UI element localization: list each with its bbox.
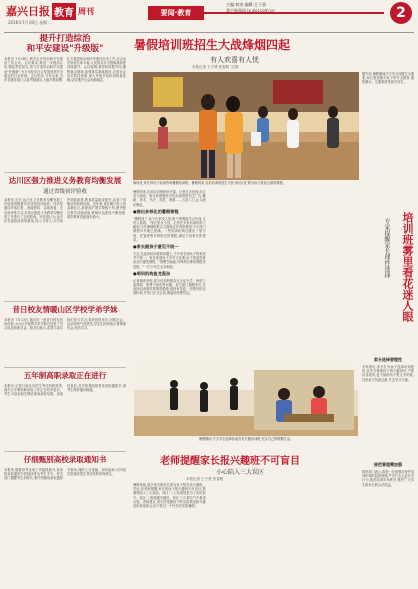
main-photo-illustration [133, 72, 359, 180]
vertical-headline: 培训班雾里看花迷人眼 [401, 212, 414, 322]
right-paragraph: 教育部门表示,将进一步加强对校外培训机构的监督管理,严厉打击无证办学行为,规范培训市场秩序,维护广大学生和家长的合法权益。 [362, 470, 414, 487]
article-comprehensive-governance [4, 34, 126, 169]
article-admission-notice [4, 455, 126, 526]
masthead-logo: 嘉兴日报 [6, 5, 50, 18]
left-column [4, 34, 126, 587]
right-paragraph: 据介绍,暑假期间学生安全问题尤为重要,家长要加强对孩子的安全教育,谨防溺水、交通事故等意外发生。 [362, 72, 414, 85]
right-column-top [362, 72, 414, 212]
second-story-body [133, 483, 359, 585]
article-body: 本报讯 7月13日,通川区一批昔日校友回到母校,为山区学校的学弟学妹们送来了学习用品和助学金。校友们表示,希望学弟学妹们努力学习,将来回报家乡,回报社会。活动现场气氛热烈,学生们纷纷表示要珍惜机会,刻苦学习。 [4, 318, 126, 331]
right-subheading: 家长选择要理性 [374, 357, 402, 362]
article-vocational-admission [4, 371, 126, 448]
right-subheading: 规范管理需加强 [374, 462, 402, 467]
main-photo [133, 72, 359, 180]
header-editor-line: 主编:何涛 编辑:王子贤 [226, 2, 266, 7]
article-title: 五年制高职录取正在进行 [23, 371, 107, 380]
article-dachuan-education [4, 176, 126, 298]
right-paragraph: 专家指出,家长在为孩子选择培训班时,应充分尊重孩子的兴趣爱好,不要盲目跟风,更不能给孩子报太多的班,以免孩子负担过重,失去学习兴趣。 [362, 365, 414, 382]
main-paragraph: "暑假到了,孩子在家没人管,报个班既能学点东西,又有人看着。"家长张女士说。记者在多家培训机构了解到,今年暑期班报名人数较往年有所增加,不少热门课程早早就已报满。一些培训机构还推出了夏令营、托管班等多种形式的课程,满足不同家长的需求。 [133, 216, 206, 242]
article-body: 本报讯 近日,达川区义务教育均衡发展工作接受省级督导评估组初评验收。评估组通过听取汇报、查阅资料、实地查看、走访座谈等方式,对该区推进义务教育均衡发展工作进行了全面检查。评估组认为,达川区党委政府高度重视,投入力度大,办学条件明显改善,教育质量稳步提升,达到了省级初评验收标准。近年来,该区累计投入资金数亿元,新建改扩建学校数十所,配齐配足教学设施设备,教师队伍建设不断加强,城乡教育差距逐步缩小。 [4, 198, 126, 224]
masthead-week-label: 周刊 [78, 6, 94, 16]
page-header [0, 0, 418, 36]
header-website-line: 嘉兴新闻网 jx.zjol.com.cn [226, 8, 275, 13]
article-title: 达川区强力推进义务教育均衡发展 [8, 176, 122, 185]
main-paragraph: 暑假到来,各类培训班纷纷开课。记者走访发现,市区各大商场、街头巷尾随处可见培训班的招生广告,舞蹈、美术、书法、英语、奥数……五花八门,让人眼花缭乱。 [133, 190, 206, 207]
main-photo-caption: 商场里,家长带孩子前来咨询暑期培训班。暑期到来,各类培训班招生火热,家长们忙着为孩子挑选合适的课程。 [133, 181, 286, 185]
column-divider [4, 301, 126, 302]
column-divider [4, 367, 126, 368]
main-paragraph: 不过,在选择培训班的问题上,不少家长和孩子的意见并不统一。家长希望孩子多学文化课,孩子则更愿意参加兴趣类课程。"我想学画画,可妈妈非要给我报英语班。"一位小学生无奈地说。 [133, 252, 206, 269]
vertical-subheadline: 专家提醒家长理性选择 [383, 218, 390, 278]
article-title-line2: 和平安建设"升级版" [26, 44, 104, 54]
main-headline: 暑假培训班招生大战烽烟四起 [134, 38, 291, 52]
page-number-badge: 2 [390, 2, 412, 24]
second-photo-illustration [134, 362, 358, 436]
second-paragraph: 暑假来临,很多家长都在忙着为孩子报各类兴趣班。对此,有老师提醒,家长给孩子报兴趣班不可盲目,要避免陷入三大误区。误区一:上培训班是为了应试加分。误区二:报班越多越好。误区三:只看名气不看适合度。老师建议,家长应根据孩子的实际情况和兴趣爱好来选择,让孩子度过一个快乐充实的暑假。 [133, 483, 206, 509]
issue-date: 2016年7月19日 星期二 [8, 20, 52, 25]
second-headline: 老师提醒家长报兴趣班不可盲目 [160, 456, 300, 467]
main-byline: 本报记者 王子贤 张春阳 文/图 [192, 65, 239, 69]
header-divider [4, 32, 414, 33]
article-title: 昔日校友情暖山区学校学弟学妹 [12, 305, 118, 314]
article-subtitle: 通过省级初评验收 [42, 189, 87, 195]
main-story-body [133, 190, 359, 360]
main-subheading: ●培训机构鱼龙混杂 [133, 270, 171, 276]
right-column-bottom [362, 355, 414, 585]
article-title: 仔细甄别高校录取通知书 [23, 455, 107, 464]
second-photo [134, 362, 358, 436]
article-alumni [4, 305, 126, 364]
column-divider [4, 172, 126, 173]
header-info [226, 2, 376, 14]
second-byline: 本报记者 王子贤 张春阳 [186, 477, 224, 481]
masthead [6, 2, 106, 20]
article-title-line1: 提升打造综治 [39, 34, 91, 44]
section-tab: 要闻·教育 [148, 6, 204, 20]
column-divider [4, 451, 126, 452]
main-paragraph: 记者调查发现,部分培训机构存在无证办学、师资力量薄弱、收费不规范等问题。有关部门提醒家长,在选择培训班时要擦亮眼睛,选择有资质、信誉好的正规机构,并签订正式合同,保留好收费凭证。 [133, 278, 206, 296]
article-body: 本报讯 随着高考录取工作陆续展开,各高校录取通知书将陆续寄达考生手中。有关部门提醒考生和家长,要仔细甄别录取通知书真伪,谨防上当受骗。如有疑问,可向招生院校或招生考试机构咨询核实。 [4, 468, 126, 481]
article-body: 本报讯 7月18日,我市召开综治和平安建设工作会议。会议要求,要进一步提高认识,强化责任担当,努力打造综治和平安建设"升级版",为全市经济社会发展营造安全稳定的社会环境。会议指出,今年以来,全市各级各部门认真贯彻落实上级决策部署,扎实推进综治和平安建设各项工作,社会治安形势总体平稳,人民群众安全感和满意度持续提升。会议强调,要坚持问题导向,聚焦重点领域,加强基层基础建设,完善社会治安防控体系,深入开展矛盾纠纷排查化解,切实维护社会和谐稳定。 [4, 57, 126, 83]
article-body: 本报讯 记者日前从市招生考试机构获悉,我市五年制高职录取工作正在有序进行。考生可登录相关网站查询录取结果。录取结束后,各学校将陆续寄发录取通知书,请考生保持通讯畅通。 [4, 384, 126, 397]
main-subheadline: 有人欢喜有人忧 [210, 56, 259, 64]
second-photo-caption: 暑假期间,不少学生选择参加各类兴趣培训班,充实自己的假期生活。 [198, 437, 294, 441]
main-subheading: ●推出多样化的暑期课程 [133, 208, 179, 214]
second-subheadline: 小心陷入三大误区 [216, 469, 265, 476]
main-subheading: ●家长跟孩子意见不统一 [133, 244, 179, 250]
masthead-section-box: 教育 [52, 3, 76, 20]
